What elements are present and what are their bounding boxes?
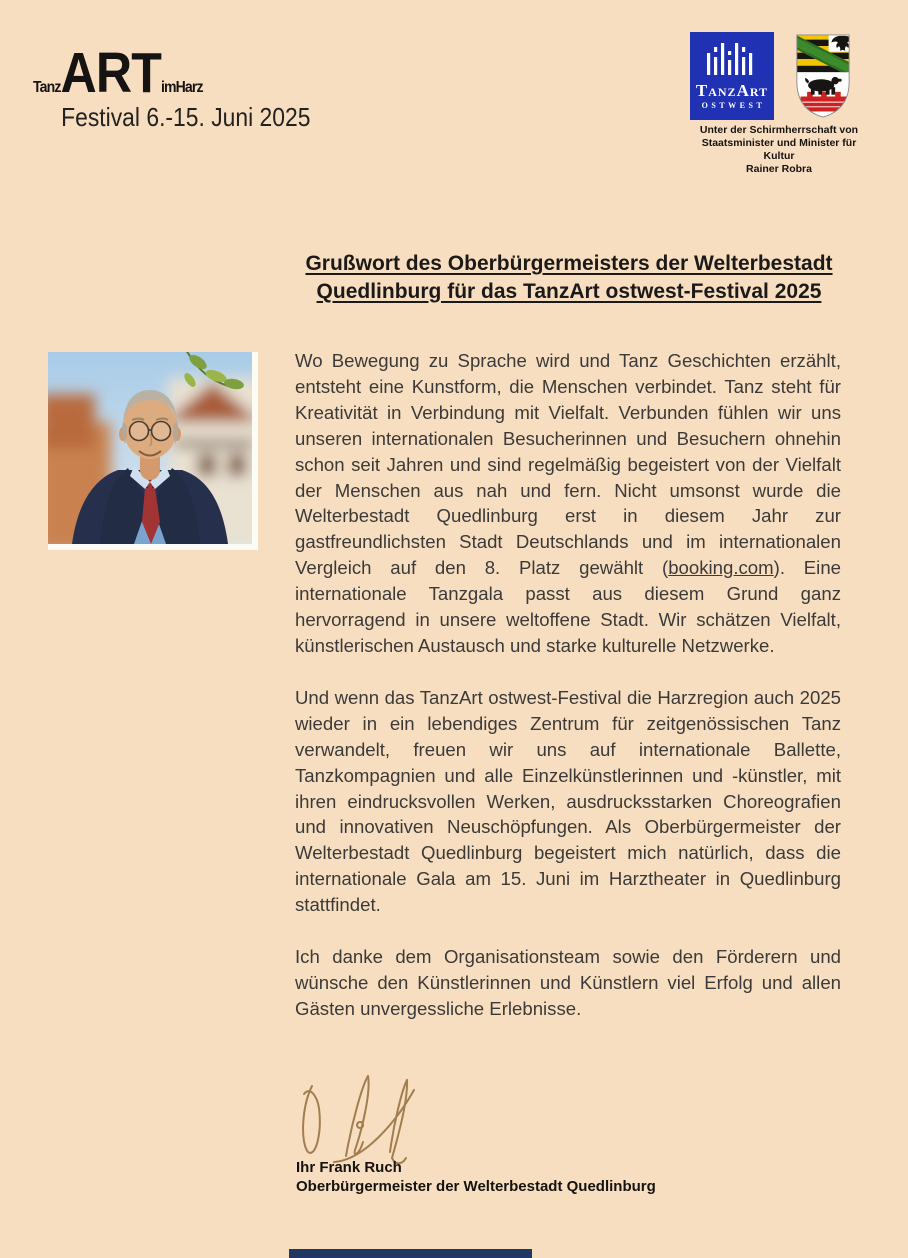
festival-logo-part-tanz: Tanz [33,79,61,96]
festival-logo-part-imharz: imHarz [160,79,203,96]
festival-logo-wordmark [33,40,310,106]
partner-logos [690,32,851,120]
mayor-photo [48,352,258,550]
patronage-line-3: Rainer Robra [746,163,812,175]
tanzart-ostwest-logo [690,32,774,120]
patronage-text [688,124,870,176]
signature-role: Oberbürgermeister der Welterbestadt Quedlinburg [296,1178,656,1195]
page-title-line-1: Grußwort des Oberbürgermeisters der Welterbestadt [305,252,833,275]
tanzart-logo-subtext: ostwest [701,97,766,111]
booking-com-link[interactable]: booking.com [668,557,774,579]
handwritten-signature [296,1064,436,1164]
paragraph-1-text: Wo Bewegung zu Sprache wird und Tanz Geschichten erzählt, entsteht eine Kunstform, die Menschen verbindet. Tanz steht für Kreativität in Verbindung mit Vielfalt. Verbunden fühlen wir uns unseren internationalen Besucherinnen und Besuchern ohnehin schon seit Jahren und sind regelmäßig begeistert von der Vielfalt der Menschen aus nah und fern. Nicht umsonst wurde die Welterbestadt Quedlinburg erst in diesem Jahr zur gastfreundlichsten Stadt Deutschlands und im internationalen Vergleich auf den 8. Platz gewählt ( [295,350,841,579]
patronage-line-1: Unter der Schirmherrschaft von [699,124,859,136]
paragraph-3: Ich danke dem Organisationsteam sowie den Förderern und wünsche den Künstlerinnen und Künstlern viel Erfolg und allen Gästen unvergessliche Erlebnisse. [295,946,841,1019]
paragraph-1 [295,348,841,659]
letter-body [295,348,841,1022]
festival-logo-part-art: ART [60,41,161,105]
festival-dates: Festival 6.-15. Juni 2025 [61,102,311,132]
mayor-portrait-image [48,352,252,544]
tanzart-logo-text: TanzArt [695,81,769,100]
patronage-line-2: Staatsminister und Minister für Kultur [701,137,857,162]
paragraph-1-text-after: ). Eine internationale Tanzgala passt aus diesem Grund ganz hervorragend in unsere weltoffene Stadt. Wir schätzen Vielfalt, künstlerischen Austausch und starke kulturelle Netzwerke. [295,557,841,656]
page-title [295,250,843,305]
paragraph-2: Und wenn das TanzArt ostwest-Festival die Harzregion auch 2025 wieder in ein lebendiges Zentrum für zeitgenössischen Tanz verwandelt, freuen wir uns auf internationale Ballette, Tanzkompagnien und alle Einzelkünstlerinnen und -künstler, mit ihren eindrucksvollen Werken, ausdrucksstarken Choreografien und innovativen Neuschöpfungen. Als Oberbürgermeister der Welterbestadt Quedlinburg begeistert mich natürlich, dass die internationale Gala am 15. Juni im Harztheater in Quedlinburg stattfindet. [295,686,841,916]
footer-bar [289,1249,532,1258]
page-title-line-2: Quedlinburg für das TanzArt ostwest-Festival 2025 [316,279,822,303]
festival-logo [33,40,310,133]
equalizer-bars-icon [703,41,761,83]
signature-name: Ihr Frank Ruch [296,1159,402,1176]
saxony-anhalt-coat-of-arms-icon [795,32,851,120]
